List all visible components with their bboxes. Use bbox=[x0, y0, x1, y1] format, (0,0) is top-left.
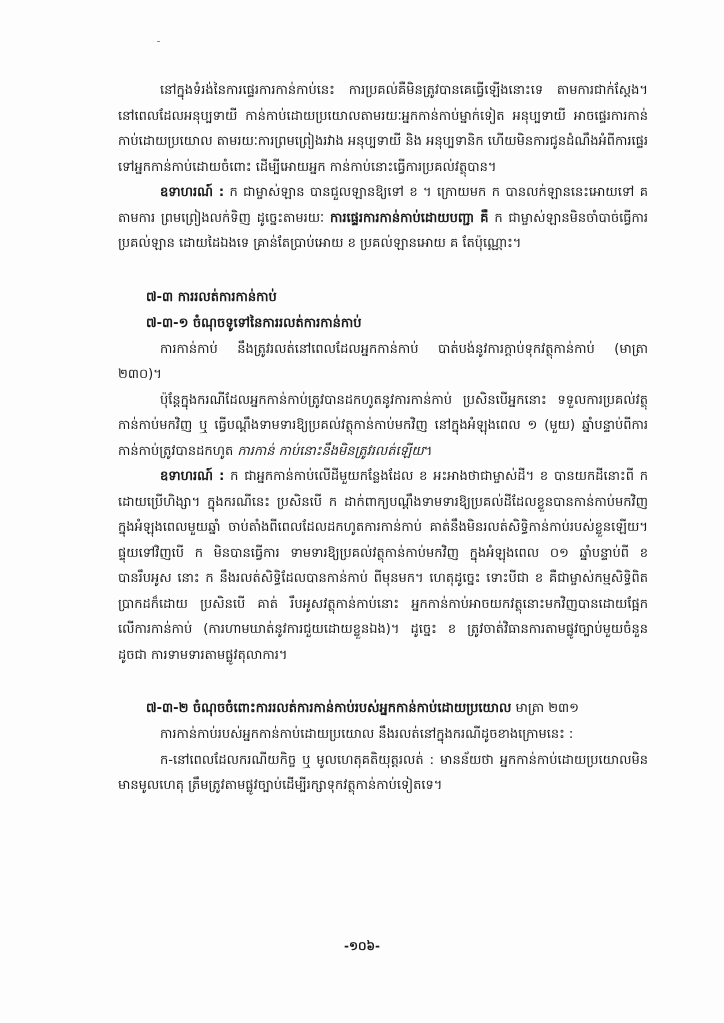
example-paragraph bbox=[118, 180, 648, 257]
example-label: ឧទាហរណ៍ : bbox=[160, 185, 225, 200]
paragraph bbox=[118, 388, 648, 465]
example-text: ក ជាម្ចាស់ឡានមិនចាំបាច់ធ្វើការប្រគល់ឡាន ដោយដៃឯងទេ គ្រាន់តែប្រាប់អោយ ខ ប្រគល់ឡានអោយ គ តែប៉ុណ្ណោះ។ bbox=[118, 210, 648, 251]
spacer bbox=[118, 668, 648, 696]
subsection-heading bbox=[118, 696, 648, 722]
example-label: ឧទាហរណ៍ : bbox=[160, 469, 225, 484]
section-heading: ៧-៣ ការរលត់ការកាន់កាប់ bbox=[146, 289, 277, 305]
emphasis-text: ការផ្ទេរការកាន់កាប់ដោយបញ្ជា គឺ bbox=[329, 210, 489, 226]
subsection-heading: ៧-៣-១ ចំណុចទូទៅនៃការរលត់ការកាន់កាប់ bbox=[146, 315, 362, 331]
example-paragraph bbox=[118, 464, 648, 668]
subsection-title: ៧-៣-២ ចំណុចចំពោះការរលត់ការកាន់កាប់របស់អ្នកកាន់កាប់ដោយប្រយោល bbox=[146, 701, 512, 716]
paragraph: ការកាន់កាប់របស់អ្នកកាន់កាប់ដោយប្រយោល នឹងរលត់នៅក្នុងករណីដូចខាងក្រោមនេះ : bbox=[160, 727, 574, 742]
spacer bbox=[118, 257, 648, 285]
paragraph: នៅក្នុងទំរង់នៃការផ្ទេរការកាន់កាប់នេះ ការប្រគល់គឺមិនត្រូវបានគេធ្វើឡើងនោះទេ តាមការជាក់ស្តែង។ នៅពេលដែលអនុប្បទាយី កាន់កាប់ដោយប្រយោលតាមរយៈអ្នកកាន់កាប់ម្នាក់ទៀត អនុប្បទាយី អាចផ្ទេរការកាន់កាប់ដោយប្រយោល តាមរយៈការព្រមព្រៀងរវាង អនុប្បទាយី និង អនុប្បទានិក ហើយមិនការជូនដំណឹងអំពីការផ្ទេរទៅអ្នកកាន់កាប់ដោយចំពោះ ដើម្បីអោយអ្នក កាន់កាប់នោះធ្វើការប្រគល់វត្ថុបាន។ bbox=[118, 83, 648, 175]
paragraph: ក-នៅពេលដែលករណីយកិច្ច ឬ មូលហេតុគតិយុត្តរលត់ : មានន័យថា អ្នកកាន់កាប់ដោយប្រយោលមិនមានមូលហេតុ ត្រឹមត្រូវតាមផ្លូវច្បាប់ដើម្បីរក្សាទុកវត្ថុកាន់កាប់ទៀតទេ។ bbox=[118, 752, 648, 793]
article-reference: មាត្រា ២៣១ bbox=[511, 701, 580, 716]
page-body bbox=[118, 78, 648, 799]
example-text: ក ជាអ្នកកាន់កាប់លើដីមួយកន្លែងដែល ខ អះអាងថាជាម្ចាស់ដី។ ខ បានយកដីនោះពី ក ដោយប្រើហិង្សា។ ក្នុងករណីនេះ ប្រសិនបើ ក ដាក់ពាក្យបណ្តឹងទាមទារឱ្យប្រគល់ដីដែលខ្លួនបានកាន់កាប់មកវិញក្នុងអំឡុងពេលមួយឆ្នាំ ចាប់តាំងពីពេលដែលដកហូតការកាន់កាប់ គាត់នឹងមិនរលត់សិទ្ធិកាន់កាប់របស់ខ្លួនឡើយ។ ផ្ទុយទៅវិញបើ ក មិនបានធ្វើការ ទាមទារឱ្យប្រគល់វត្ថុកាន់កាប់មកវិញ ក្នុងអំឡុងពេល ០១ ឆ្នាំបន្ទាប់ពី ខ បានរឹបអូស នោះ ក នឹងរលត់សិទ្ធិដែលបានកាន់កាប់ ពីមុនមក។ ហេតុដូច្នេះ ទោះបីជា ខ គឺជាម្ចាស់កម្មសិទ្ធិពិតប្រាកដក៏ដោយ ប្រសិនបើ គាត់ រឹបអូសវត្ថុកាន់កាប់នោះ អ្នកកាន់កាប់អាចយកវត្ថុនោះមកវិញបានដោយផ្អែកលើការកាន់កាប់ (ការហាមឃាត់នូវការជួយដោយខ្លួនឯង)។ ដូច្នេះ ខ ត្រូវចាត់វិធានការតាមផ្លូវច្បាប់មួយចំនួន ដូចជា ការទាមទារតាមផ្លូវតុលាការ។ bbox=[118, 469, 648, 663]
italic-text: ការកាន់ កាប់នោះនឹងមិនត្រូវរលត់ឡើយ bbox=[237, 443, 424, 459]
page-number: -១០៦- bbox=[343, 939, 381, 953]
paragraph: ការកាន់កាប់ នឹងត្រូវរលត់នៅពេលដែលអ្នកកាន់កាប់ បាត់បង់នូវការក្តាប់ទុកវត្ថុកាន់កាប់ (មាត្រា ២៣០)។ bbox=[118, 341, 648, 382]
example-text: ក ជាម្ចាស់ឡាន បានជួលឡានឱ្យទៅ ខ ។ ក្រោយមក ក បានលក់ឡាននេះអោយទៅ គ តាមការ ព្រមព្រៀងលក់ទិញ ដូច្នេះតាមរយៈ bbox=[118, 185, 648, 226]
scan-speck bbox=[157, 41, 160, 42]
paragraph-text: ប៉ុន្តែក្នុងករណីដែលអ្នកកាន់កាប់ត្រូវបានដកហូតនូវការកាន់កាប់ ប្រសិនបើអ្នកនោះ ទទួលការប្រគល់វត្ថុកាន់កាប់មកវិញ ឬ ធ្វើបណ្តឹងទាមទារឱ្យប្រគល់វត្ថុកាន់កាប់មកវិញ នៅក្នុងអំឡុងពេល ១ (មួយ) ឆ្នាំបន្ទាប់ពីការកាន់កាប់ត្រូវបានដកហូត bbox=[118, 392, 648, 459]
paragraph-text: ។ bbox=[423, 443, 433, 459]
